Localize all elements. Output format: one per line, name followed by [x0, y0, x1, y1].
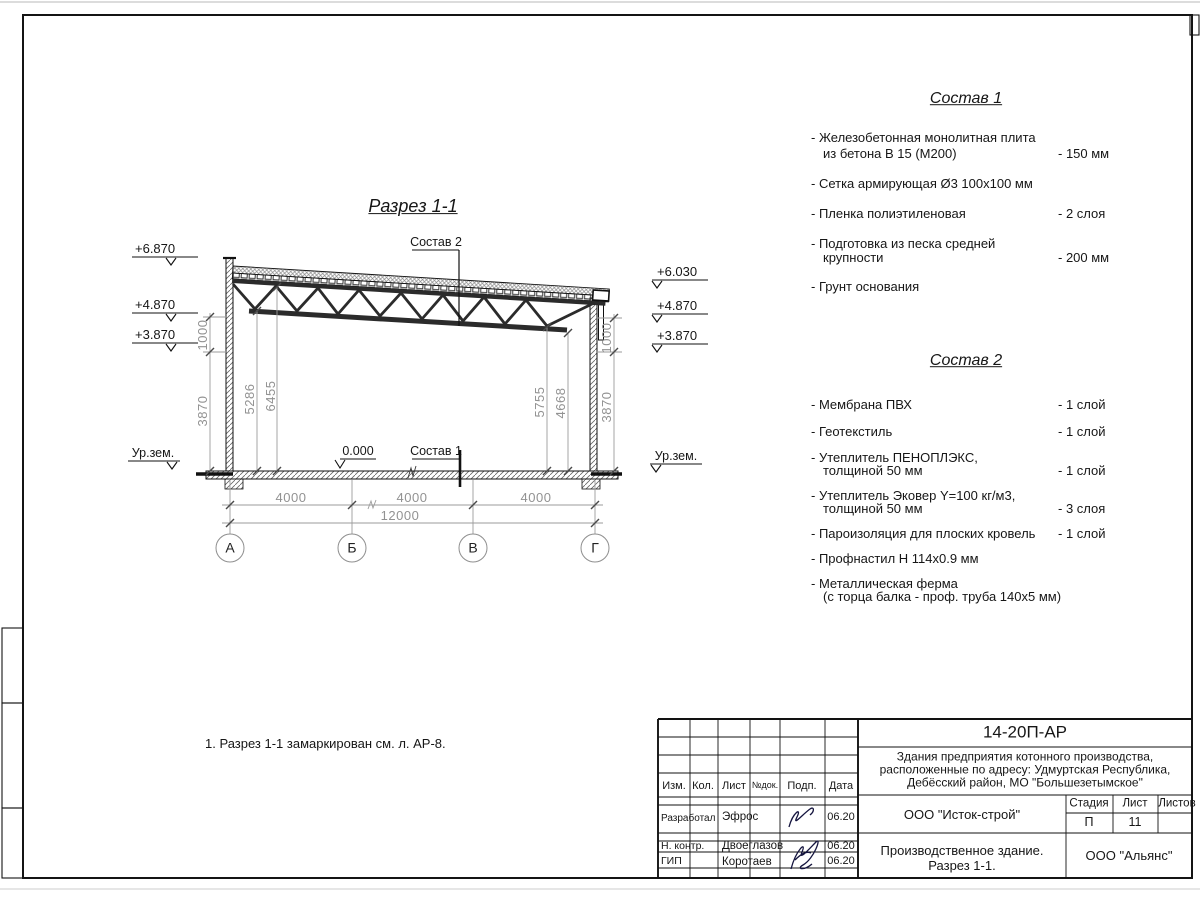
titleblock-object-line2: Разрез 1-1. — [928, 857, 996, 873]
sostav2-item-1-value: - 1 слой — [1058, 424, 1106, 439]
sostav1-item-3-line1: - Подготовка из песка средней — [811, 236, 996, 251]
titleblock-col-data: Дата — [828, 779, 854, 792]
ground-level-label-right: Ур.зем. — [654, 449, 698, 464]
titleblock-date-gip: 06.20 — [827, 854, 855, 867]
sostav2-ref-label: Состав 2 — [410, 235, 462, 250]
titleblock-role-developer: Разработал — [661, 813, 716, 824]
sostav2-item-6-line1: - Металлическая ферма — [811, 576, 958, 591]
dim-right-1000: 1000 — [598, 322, 614, 354]
sostav1-item-1-line1: - Сетка армирующая Ø3 100х100 мм — [811, 176, 1033, 191]
sostav2-item-4-line1: - Пароизоляция для плоских кровель — [811, 526, 1036, 541]
section-structure — [196, 250, 622, 489]
signatures — [789, 808, 818, 869]
zero-level-mark: 0.000 — [342, 444, 374, 459]
titleblock-project-line3: Дебёсский район, МО "Большезетымское" — [907, 775, 1143, 790]
titleblock-stage-value: П — [1084, 815, 1094, 830]
titleblock-col-podp: Подп. — [787, 779, 817, 792]
elevation-right-1: +6.030 — [657, 264, 698, 279]
sostav2-item-3-value: - 3 слоя — [1058, 501, 1106, 516]
titleblock-name-developer: Эфрос — [722, 811, 759, 823]
titleblock-col-ndok: №док. — [751, 780, 779, 791]
right-wall — [590, 295, 604, 471]
sostav1-item-4-line1: - Грунт основания — [811, 279, 920, 294]
sostav2-item-3-line2: толщиной 50 мм — [823, 501, 923, 516]
titleblock-name-control: Двоеглазов — [722, 840, 784, 852]
signature-control — [791, 841, 818, 869]
sostav1-item-3-value: - 200 мм — [1058, 250, 1110, 265]
sostav1-title: Состав 1 — [929, 90, 1003, 108]
sostav1-item-2-value: - 2 слоя — [1058, 206, 1106, 221]
sostav2-item-2-line2: толщиной 50 мм — [823, 463, 923, 478]
signature-developer — [789, 808, 813, 827]
elevation-left-1: +6.870 — [135, 241, 176, 256]
dim-right-3870: 3870 — [598, 391, 614, 423]
axis-label-a: А — [225, 539, 235, 556]
titleblock-sheet-value: 11 — [1128, 815, 1142, 830]
dim-right-4668: 4668 — [552, 387, 568, 419]
axis-circles — [216, 534, 609, 562]
sostav1-item-0-line1: - Железобетонная монолитная плита — [811, 130, 1036, 145]
dim-left-1000: 1000 — [194, 319, 210, 351]
titleblock-date-control: 06.20 — [827, 839, 855, 852]
titleblock-role-gip: ГИП — [661, 855, 682, 867]
sostav2-item-4-value: - 1 слой — [1058, 526, 1106, 541]
dim-span-ab: 4000 — [275, 489, 307, 505]
floor-slab — [196, 466, 622, 489]
sostav2-item-0-value: - 1 слой — [1058, 397, 1106, 412]
titleblock-stage-label: Стадия — [1069, 797, 1109, 810]
titleblock-doc-number: 14-20П-АР — [982, 722, 1068, 742]
axis-label-v: В — [468, 539, 478, 556]
axis-label-g: Г — [591, 539, 599, 556]
titleblock-project-line1: Здания предприятия котонного производства, — [896, 749, 1154, 764]
section-title: Разрез 1-1 — [368, 196, 458, 217]
titleblock-role-control: Н. контр. — [661, 840, 705, 852]
axis-label-b: Б — [347, 539, 357, 556]
titleblock-col-kol: Кол. — [692, 779, 714, 792]
titleblock-object-line1: Производственное здание. — [880, 842, 1044, 858]
sostav2-item-2-line1: - Утеплитель ПЕНОПЛЭКС, — [811, 450, 978, 465]
titleblock-name-gip: Коротаев — [722, 856, 772, 868]
left-wall — [223, 258, 236, 471]
sostav1-item-0-line2: из бетона В 15 (М200) — [823, 146, 957, 161]
dim-left-5286: 5286 — [241, 383, 257, 415]
dim-total-12000: 12000 — [380, 507, 420, 523]
elevation-right-2: +4.870 — [657, 298, 698, 313]
sostav2-item-6-line2: (с торца балка - проф. труба 140х5 мм) — [823, 589, 1062, 604]
titleblock-contractor: ООО "Исток-строй" — [903, 806, 1021, 822]
titleblock-company: ООО "Альянс" — [1085, 847, 1173, 863]
titleblock-col-izm: Изм. — [662, 779, 686, 792]
ground-level-label-left: Ур.зем. — [131, 446, 175, 461]
dim-right-5755: 5755 — [531, 386, 547, 418]
dim-left-6455: 6455 — [262, 380, 278, 412]
dim-span-bv: 4000 — [396, 489, 428, 505]
titleblock-sheet-label: Лист — [1122, 797, 1148, 810]
sheet-note: 1. Разрез 1-1 замаркирован см. л. АР-8. — [205, 736, 446, 751]
sostav2-item-5-line1: - Профнастил Н 114х0.9 мм — [811, 551, 979, 566]
titleblock-sheets-label: Листов — [1158, 797, 1196, 810]
sostav2-item-2-value: - 1 слой — [1058, 463, 1106, 478]
sostav1-ref-label: Состав 1 — [410, 444, 462, 459]
sostav1-item-2-line1: - Пленка полиэтиленовая — [811, 206, 966, 221]
sostav2-item-3-line1: - Утеплитель Эковер Y=100 кг/м3, — [811, 488, 1016, 503]
elevation-right-3: +3.870 — [657, 328, 698, 343]
titleblock-project-line2: расположенные по адресу: Удмуртская Республика, — [879, 762, 1171, 777]
titleblock-date-developer: 06.20 — [827, 810, 855, 823]
sostav1-item-3-line2: крупности — [823, 250, 884, 265]
elevation-left-3: +3.870 — [135, 327, 176, 342]
dim-span-vg: 4000 — [520, 489, 552, 505]
sostav2-item-1-line1: - Геотекстиль — [811, 424, 893, 439]
titleblock-col-list: Лист — [722, 779, 746, 792]
sostav2-item-0-line1: - Мембрана ПВХ — [811, 397, 912, 412]
sostav1-item-0-value: - 150 мм — [1058, 146, 1110, 161]
dim-left-3870: 3870 — [194, 395, 210, 427]
elevation-left-2: +4.870 — [135, 297, 176, 312]
sostav2-title: Состав 2 — [929, 352, 1003, 370]
